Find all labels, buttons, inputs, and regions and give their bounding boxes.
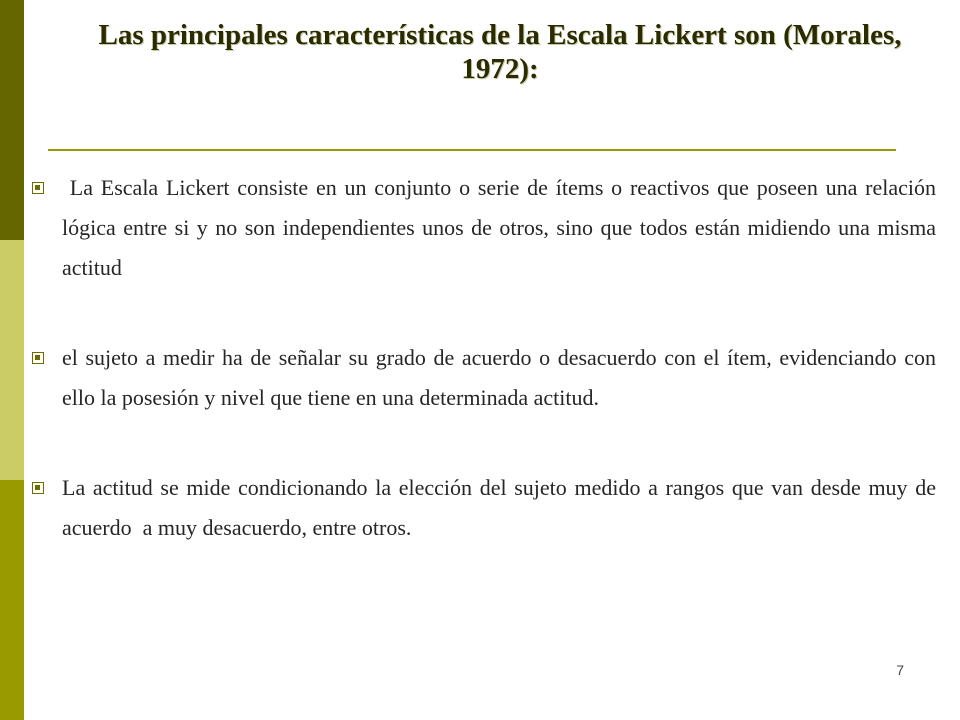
bullet-list xyxy=(32,168,942,548)
side-bar-bottom xyxy=(0,480,24,720)
bullet-item xyxy=(32,468,942,548)
bullet-text: La Escala Lickert consiste en un conjunto o serie de ítems o reactivos que poseen una relación lógica entre si y no son independientes unos de otros, sino que todos están midiendo una misma actitud xyxy=(62,175,942,280)
bullet-item xyxy=(32,168,942,288)
title-divider xyxy=(48,149,896,151)
page-number: 7 xyxy=(896,662,904,678)
bullet-item xyxy=(32,338,936,418)
bullet-text: el sujeto a medir ha de señalar su grado de acuerdo o desacuerdo con el ítem, evidenciando con ello la posesión y nivel que tiene en una determinada actitud. xyxy=(62,345,936,410)
side-bar-top xyxy=(0,0,24,240)
bullet-text: La actitud se mide condicionando la elección del sujeto medido a rangos que van desde muy de acuerdo a muy desacuerdo, entre otros. xyxy=(62,475,942,540)
slide-title: Las principales características de la Escala Lickert son (Morales, 1972): xyxy=(98,19,902,85)
square-bullet-icon xyxy=(32,182,44,194)
square-bullet-icon xyxy=(32,352,44,364)
side-bar-middle xyxy=(0,240,24,480)
square-bullet-icon xyxy=(32,482,44,494)
